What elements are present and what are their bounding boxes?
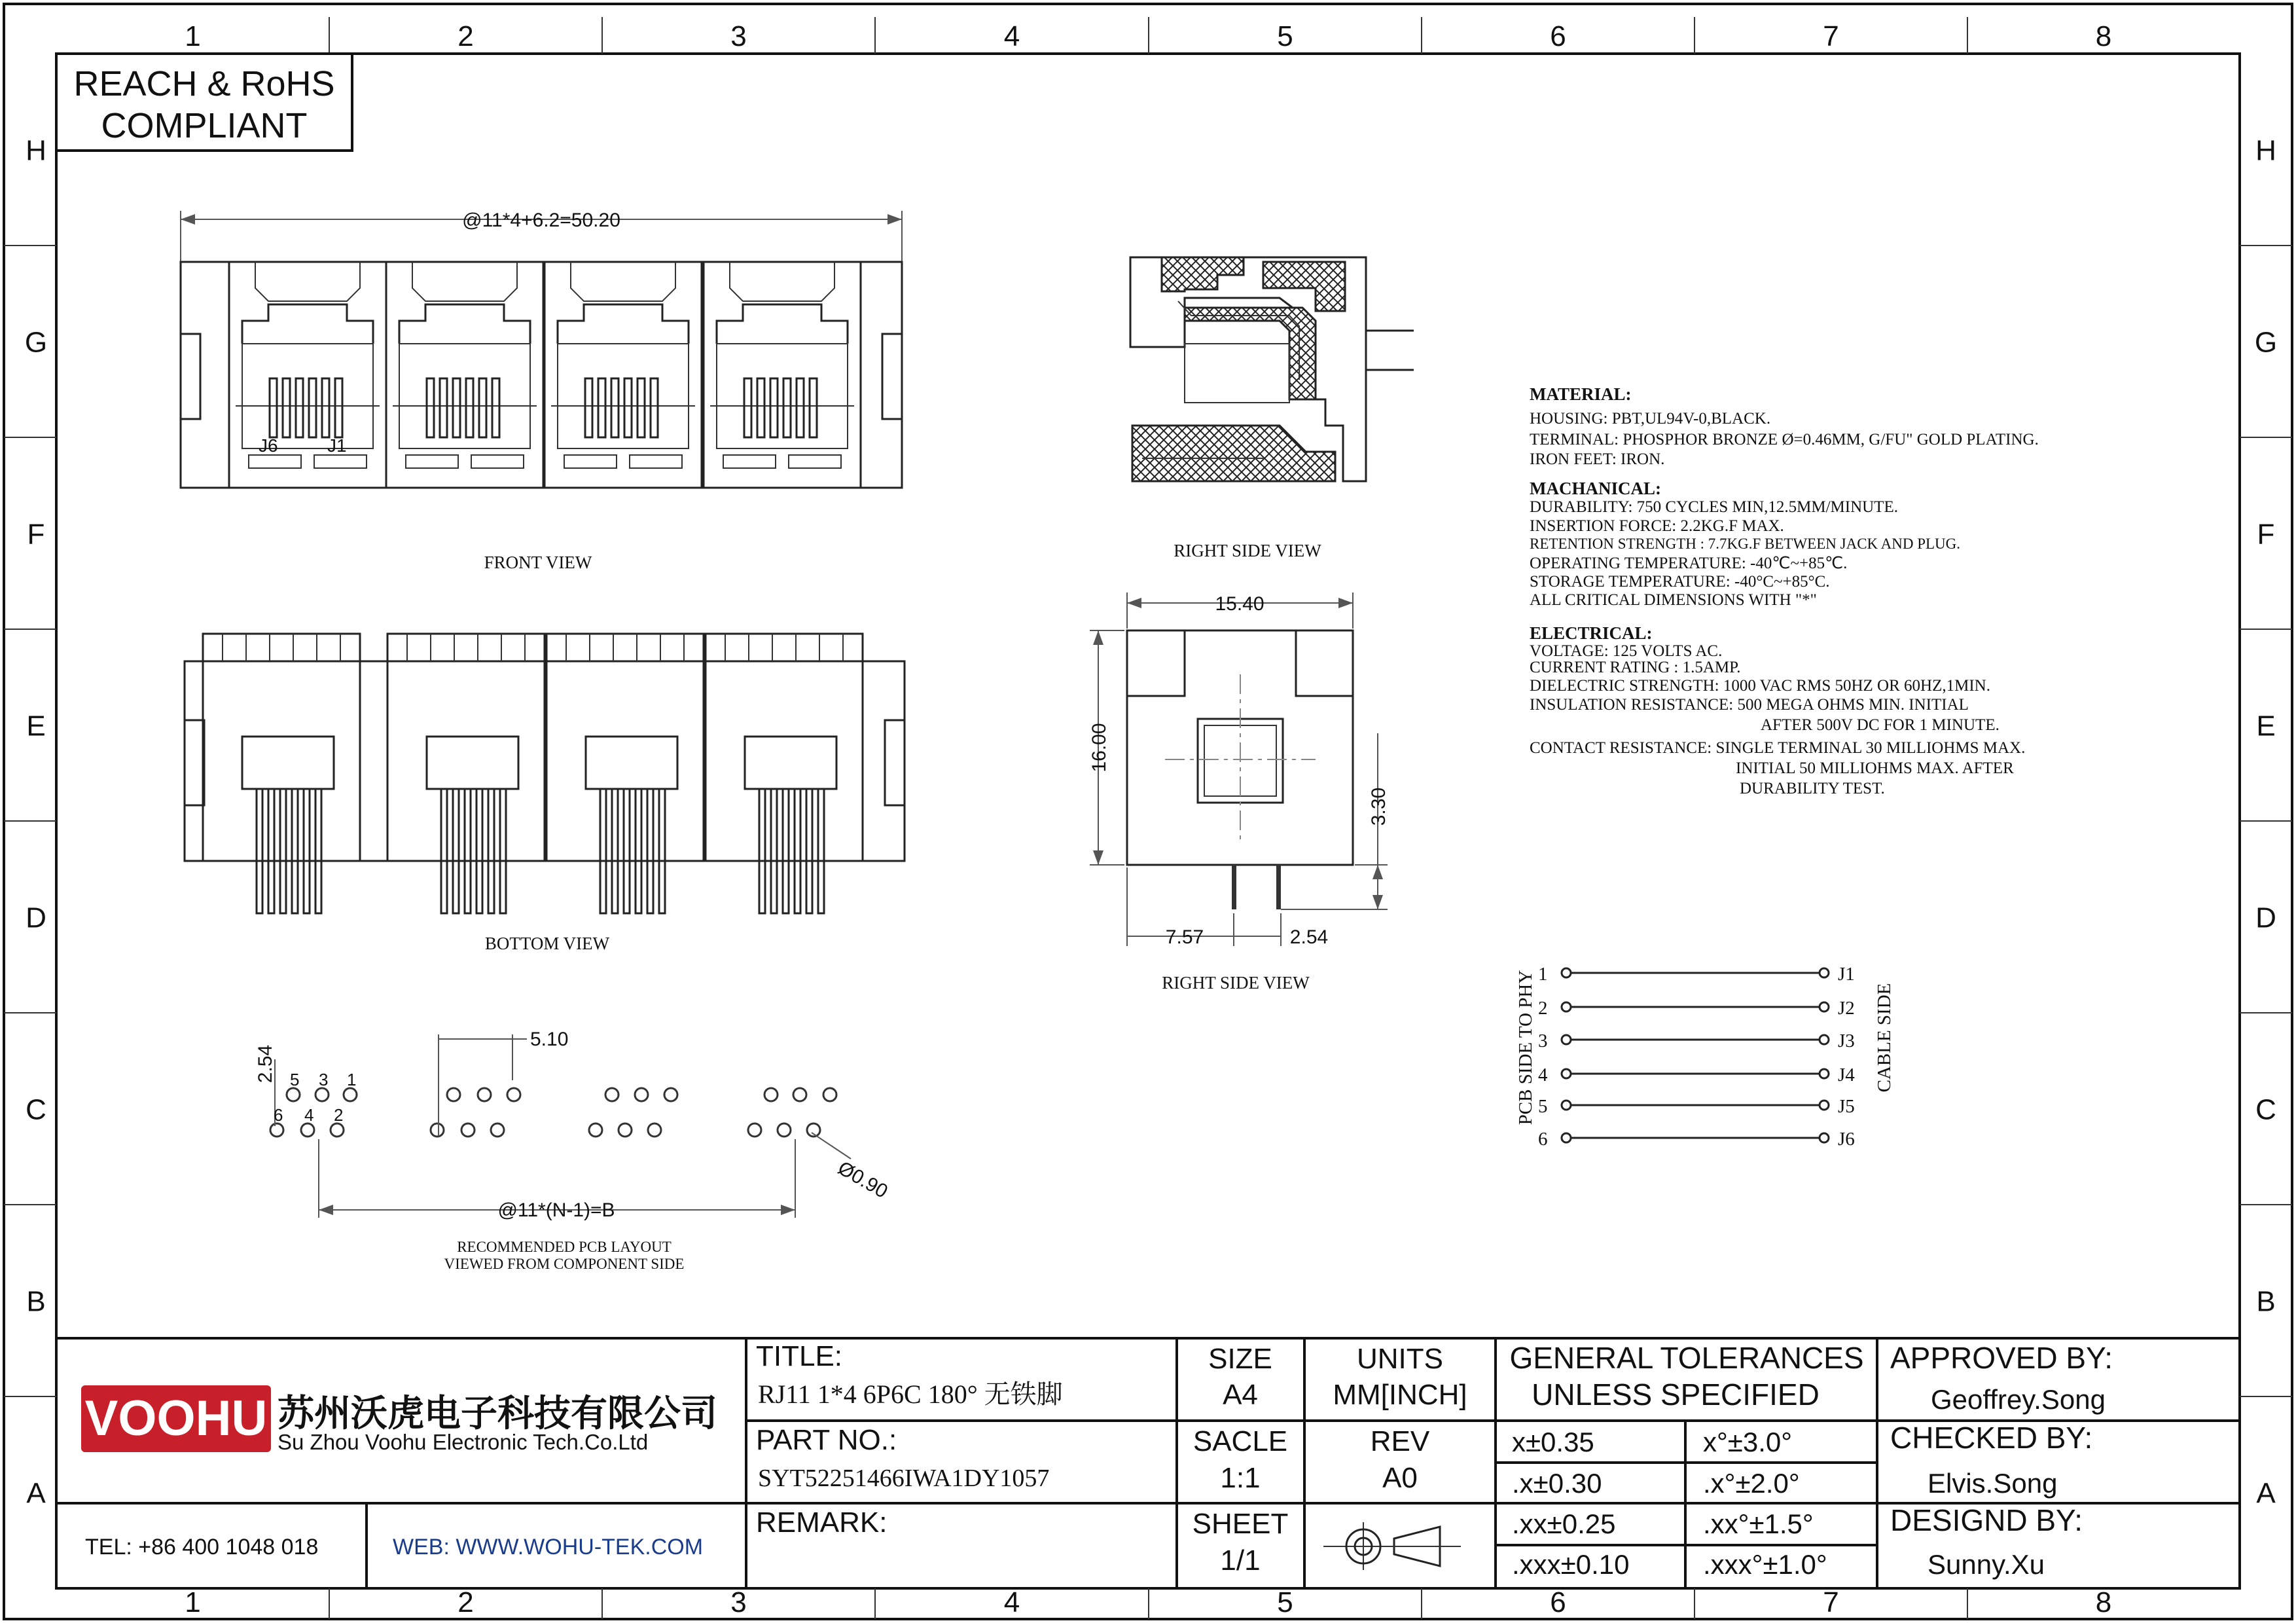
pcb-holes (270, 1088, 836, 1137)
electrical-line-2: CURRENT RATING : 1.5AMP. (1530, 659, 1741, 676)
zone-row-label-left: E (26, 710, 46, 742)
jack-pin (465, 789, 471, 913)
zone-row-label-right: E (2256, 710, 2276, 742)
pin-bottom-6: 6 (274, 1105, 283, 1125)
jack-pin (636, 789, 641, 913)
front-view (181, 210, 902, 572)
jack-latch-outline (255, 262, 360, 301)
company-web[interactable]: WEB: WWW.WOHU-TEK.COM (393, 1535, 704, 1559)
wire-terminal (1820, 968, 1829, 977)
jack-pin (488, 789, 494, 913)
zone-column-label-top: 6 (1550, 20, 1566, 52)
right-side-view-caption-bottom: RIGHT SIDE VIEW (1162, 973, 1310, 993)
bottom-jack-unit (387, 634, 545, 913)
tol-linear-0: x±0.35 (1512, 1427, 1594, 1457)
jack-contact (637, 378, 645, 437)
front-side-ear (882, 334, 902, 419)
jack-opening-top (399, 304, 530, 344)
pcb-hole (793, 1088, 806, 1101)
wire-left-pin: 1 (1538, 964, 1548, 985)
jack-contact (797, 378, 804, 437)
bottom-view (185, 634, 905, 953)
jack-contact (651, 378, 658, 437)
pcb-hole (287, 1088, 300, 1101)
jack-body (386, 262, 543, 488)
pcb-hole (331, 1123, 344, 1137)
title-block (56, 1338, 2240, 1588)
remark-label: REMARK: (756, 1506, 888, 1539)
checked-label: CHECKED BY: (1890, 1421, 2093, 1455)
wire-right-pin: J6 (1838, 1129, 1855, 1150)
zone-row-label-right: D (2255, 902, 2276, 934)
front-jack-unit (229, 262, 386, 488)
jack-pin (453, 789, 459, 913)
jack-pin (257, 789, 262, 913)
jack-pin (795, 789, 800, 913)
bottom-side-ear (185, 720, 204, 805)
material-heading: MATERIAL: (1530, 384, 1632, 404)
wire-terminal (1820, 1101, 1829, 1110)
mechanical-line-3: RETENTION STRENGTH : 7.7KG.F BETWEEN JACK AND PLUG. (1530, 536, 1961, 552)
wire-terminal (1562, 1101, 1571, 1110)
jack-body (706, 634, 863, 861)
jack-feet-slot (314, 455, 367, 468)
pcb-hole (270, 1123, 283, 1137)
pcb-hole (507, 1088, 520, 1101)
zone-column-label-top: 1 (185, 20, 201, 52)
mechanical-line-2: INSERTION FORCE: 2.2KG.F MAX. (1530, 517, 1784, 535)
front-view-jacks (181, 262, 902, 488)
jack-pin-block (242, 737, 334, 789)
pcb-dim-span: @11*(N-1)=B (497, 1199, 615, 1221)
bottom-jack-unit (203, 634, 360, 913)
pin-bottom-4: 4 (304, 1105, 314, 1125)
wire-terminal (1562, 1002, 1571, 1012)
checked-value: Elvis.Song (1928, 1468, 2058, 1499)
company-name-en: Su Zhou Voohu Electronic Tech.Co.Ltd (278, 1430, 649, 1454)
approved-value: Geoffrey.Song (1931, 1384, 2106, 1415)
jack-contact (466, 378, 473, 437)
jack-contact (492, 378, 499, 437)
right-side-external-view (1088, 593, 1390, 993)
wire-terminal (1562, 968, 1571, 977)
rev-value: A0 (1382, 1462, 1418, 1494)
zone-column-label-top: 7 (1823, 20, 1839, 52)
zone-column-label-bottom: 5 (1277, 1586, 1293, 1618)
jack-pin-block (427, 737, 518, 789)
wire-terminal (1562, 1069, 1571, 1078)
bottom-view-jacks (185, 634, 905, 913)
tol-angular-2: .xx°±1.5° (1703, 1508, 1814, 1539)
pcb-hole (478, 1088, 491, 1101)
jack-contact (309, 378, 316, 437)
jack-feet-slot (630, 455, 682, 468)
material-line-1: HOUSING: PBT,UL94V-0,BLACK. (1530, 410, 1771, 428)
wire-left-pin: 5 (1538, 1096, 1548, 1117)
bottom-jack-unit (547, 634, 704, 913)
zone-row-label-right: B (2256, 1285, 2276, 1318)
jack-pin (771, 789, 777, 913)
jack-contact (322, 378, 329, 437)
electrical-line-5: AFTER 500V DC FOR 1 MINUTE. (1761, 716, 2000, 734)
wiring-left-label: PCB SIDE TO PHY (1515, 970, 1536, 1125)
pcb-hole (461, 1123, 475, 1137)
sheet-value: 1/1 (1220, 1544, 1261, 1577)
right-side-view-caption-top: RIGHT SIDE VIEW (1174, 541, 1321, 560)
wire-left-pin: 3 (1538, 1030, 1548, 1051)
wire-right-pin: J1 (1838, 964, 1855, 985)
compliance-box (56, 54, 352, 151)
company-tel: TEL: +86 400 1048 018 (85, 1535, 319, 1559)
jack-contact (598, 378, 605, 437)
scale-value: 1:1 (1220, 1462, 1261, 1494)
electrical-heading: ELECTRICAL: (1530, 623, 1653, 643)
jack-pin (783, 789, 789, 913)
drawing-frame (4, 4, 2292, 1619)
pin-top-3: 3 (319, 1070, 329, 1089)
zone-column-label-bottom: 3 (730, 1586, 747, 1618)
jack-opening-top (242, 304, 373, 344)
pcb-hole (748, 1123, 761, 1137)
zone-row-label-left: B (26, 1285, 46, 1318)
jack-contact (744, 378, 751, 437)
pcb-hole (764, 1088, 778, 1101)
scale-label: SACLE (1193, 1425, 1288, 1457)
tolerance-heading-2: UNLESS SPECIFIED (1532, 1377, 1820, 1412)
tolerance-heading-1: GENERAL TOLERANCES (1509, 1341, 1864, 1375)
tol-linear-1: .x±0.30 (1512, 1468, 1602, 1499)
pcb-hole (778, 1123, 791, 1137)
zone-column-label-bottom: 7 (1823, 1586, 1839, 1618)
front-label-j6: J6 (259, 435, 278, 456)
zone-row-label-left: C (26, 1093, 46, 1126)
front-jack-unit (386, 262, 543, 488)
front-jack-unit (545, 262, 702, 488)
jack-contact (757, 378, 764, 437)
jack-body (704, 262, 861, 488)
zone-row-label-right: A (2256, 1477, 2276, 1510)
jack-pin (292, 789, 298, 913)
zone-column-label-top: 3 (730, 20, 747, 52)
jack-feet-slot (249, 455, 301, 468)
wire-left-pin: 6 (1538, 1129, 1548, 1150)
mechanical-line-1: DURABILITY: 750 CYCLES MIN,12.5MM/MINUTE. (1530, 498, 1898, 516)
jack-latch-outline (730, 262, 834, 301)
pcb-hole (605, 1088, 619, 1101)
compliance-line2: COMPLIANT (101, 106, 308, 145)
jack-pin (280, 789, 286, 913)
jack-latch-outline (412, 262, 517, 301)
company-logo (81, 1385, 271, 1452)
front-side-ear (181, 334, 200, 419)
jack-contact (479, 378, 486, 437)
jack-pin (759, 789, 765, 913)
compliance-line1: REACH & RoHS (73, 64, 335, 103)
electrical-line-3: DIELECTRIC STRENGTH: 1000 VAC RMS 50HZ OR 60HZ,1MIN. (1530, 677, 1990, 695)
jack-latch-outline (571, 262, 675, 301)
electrical-line-4: INSULATION RESISTANCE: 500 MEGA OHMS MIN. INITIAL (1530, 696, 1969, 714)
wire-terminal (1562, 1133, 1571, 1142)
wire-right-pin: J3 (1838, 1030, 1855, 1051)
tol-angular-3: .xxx°±1.0° (1703, 1549, 1827, 1580)
mechanical-line-5: STORAGE TEMPERATURE: -40°C~+85°C. (1530, 573, 1830, 591)
pcb-dim-hole: Ø0.90 (834, 1157, 891, 1203)
title-block-grid (56, 1338, 2240, 1588)
pcb-hole (491, 1123, 504, 1137)
jack-pin-block (586, 737, 677, 789)
size-value: A4 (1223, 1379, 1258, 1411)
material-line-3: IRON FEET: IRON. (1530, 450, 1665, 468)
electrical-line-8: DURABILITY TEST. (1740, 780, 1885, 797)
tol-linear-3: .xxx±0.10 (1512, 1549, 1630, 1580)
zone-row-label-right: F (2257, 518, 2275, 551)
pcb-hole (619, 1123, 632, 1137)
bottom-view-caption: BOTTOM VIEW (484, 934, 610, 953)
jack-body (547, 634, 704, 861)
zone-row-label-left: D (26, 902, 46, 934)
pcb-caption-line1: RECOMMENDED PCB LAYOUT (457, 1239, 672, 1255)
bottom-jack-unit (706, 634, 863, 913)
company-name-cn: 苏州沃虎电子科技有限公司 (278, 1393, 717, 1434)
projection-symbol-icon (1323, 1522, 1461, 1570)
zone-row-label-right: C (2255, 1093, 2276, 1126)
jack-contact (585, 378, 592, 437)
zone-row-label-left: H (26, 134, 46, 167)
zone-row-label-right: H (2255, 134, 2276, 167)
electrical-line-7: INITIAL 50 MILLIOHMS MAX. AFTER (1736, 759, 2014, 777)
part-value: SYT52251466IWA1DY1057 (758, 1465, 1050, 1492)
bottom-side-ear (885, 720, 905, 805)
zone-column-label-top: 2 (457, 20, 474, 52)
jack-feet-slot (789, 455, 841, 468)
jack-opening (558, 344, 689, 448)
jack-pin (600, 789, 606, 913)
jack-feet-slot (723, 455, 776, 468)
jack-pin (476, 789, 482, 913)
specifications (1530, 384, 2039, 797)
material-line-2: TERMINAL: PHOSPHOR BRONZE Ø=0.46MM, G/FU" GOLD PLATING. (1530, 431, 2039, 448)
jack-body (545, 262, 702, 488)
zone-column-label-bottom: 4 (1003, 1586, 1020, 1618)
mechanical-line-6: ALL CRITICAL DIMENSIONS WITH "*" (1530, 591, 1817, 609)
dim-pin: 3.30 (1368, 787, 1390, 826)
jack-pin (806, 789, 812, 913)
jack-opening-top (717, 304, 848, 344)
jack-contact (283, 378, 290, 437)
zone-row-label-left: A (26, 1477, 46, 1510)
wire-terminal (1820, 1133, 1829, 1142)
pcb-hole (447, 1088, 460, 1101)
jack-feet-slot (471, 455, 524, 468)
title-value: RJ11 1*4 6P6C 180° 无铁脚 (758, 1379, 1063, 1409)
jack-contact (296, 378, 303, 437)
title-label: TITLE: (756, 1340, 843, 1372)
dim-height: 16.00 (1088, 723, 1110, 773)
pin-bottom-2: 2 (334, 1105, 344, 1125)
jack-contact (270, 378, 277, 437)
jack-contact (810, 378, 817, 437)
rev-label: REV (1370, 1425, 1430, 1457)
front-label-j1: J1 (327, 435, 347, 456)
zone-row-label-right: G (2254, 326, 2278, 359)
right-side-section-view (1130, 257, 1414, 560)
wire-terminal (1820, 1035, 1829, 1044)
front-housing-outline (181, 262, 902, 488)
jack-contact (453, 378, 460, 437)
jack-contact (427, 378, 434, 437)
jack-pin (624, 789, 630, 913)
units-value: MM[INCH] (1333, 1379, 1467, 1411)
pcb-hole (589, 1123, 602, 1137)
pcb-hole (648, 1123, 661, 1137)
jack-contact (783, 378, 791, 437)
dim-right: 2.54 (1289, 926, 1329, 948)
jack-contact (440, 378, 447, 437)
pcb-hole (344, 1088, 357, 1101)
pin-top-1: 1 (347, 1070, 357, 1089)
jack-pin (500, 789, 506, 913)
jack-pin (647, 789, 653, 913)
jack-feet-slot (406, 455, 458, 468)
size-label: SIZE (1208, 1343, 1272, 1375)
wire-right-pin: J2 (1838, 998, 1855, 1019)
part-label: PART NO.: (756, 1424, 897, 1456)
jack-body (203, 634, 360, 861)
jack-contact (624, 378, 632, 437)
jack-contact (611, 378, 619, 437)
mechanical-line-4: OPERATING TEMPERATURE: -40℃~+85℃. (1530, 555, 1848, 572)
design-value: Sunny.Xu (1928, 1549, 2045, 1580)
wiring-diagram (1515, 964, 1895, 1150)
wire-terminal (1562, 1035, 1571, 1044)
zone-column-label-bottom: 6 (1550, 1586, 1566, 1618)
jack-pin-block (745, 737, 836, 789)
pin-top-5: 5 (290, 1070, 300, 1089)
front-overall-dimension: @11*4+6.2=50.20 (462, 210, 620, 231)
jack-contact (770, 378, 778, 437)
pcb-dim-pitch: 2.54 (255, 1044, 276, 1084)
pcb-layout (255, 1029, 891, 1272)
zone-row-label-left: F (27, 518, 45, 551)
wire-terminal (1820, 1069, 1829, 1078)
wire-terminal (1820, 1002, 1829, 1012)
wiring-right-label: CABLE SIDE (1874, 983, 1895, 1093)
jack-pin (441, 789, 447, 913)
pcb-hole (823, 1088, 836, 1101)
jack-body (229, 262, 386, 488)
jack-opening (242, 344, 373, 448)
logo-text: VOOHU (84, 1391, 268, 1446)
pcb-hole (664, 1088, 677, 1101)
pcb-hole (315, 1088, 329, 1101)
jack-pin (612, 789, 618, 913)
pcb-hole (301, 1123, 314, 1137)
jack-pin (818, 789, 824, 913)
jack-opening (399, 344, 530, 448)
jack-pin (659, 789, 665, 913)
zone-column-label-top: 8 (2095, 20, 2112, 52)
dim-left: 7.57 (1165, 926, 1204, 948)
jack-contact (335, 378, 342, 437)
jack-pin (268, 789, 274, 913)
wire-right-pin: J4 (1838, 1065, 1855, 1085)
jack-feet-slot (564, 455, 617, 468)
zone-column-label-bottom: 8 (2095, 1586, 2112, 1618)
wire-left-pin: 2 (1538, 998, 1548, 1019)
jack-opening-top (558, 304, 689, 344)
mechanical-heading: MACHANICAL: (1530, 479, 1661, 498)
pcb-dim-offset: 5.10 (530, 1029, 569, 1050)
wire-left-pin: 4 (1538, 1065, 1548, 1085)
jack-opening (717, 344, 848, 448)
approved-label: APPROVED BY: (1890, 1341, 2113, 1375)
zone-row-label-left: G (24, 326, 48, 359)
tol-angular-1: .x°±2.0° (1703, 1468, 1800, 1499)
zone-column-label-top: 4 (1003, 20, 1020, 52)
jack-pin (304, 789, 310, 913)
tol-angular-0: x°±3.0° (1703, 1427, 1793, 1457)
zone-column-label-top: 5 (1277, 20, 1293, 52)
front-jack-unit (704, 262, 861, 488)
jack-body (387, 634, 545, 861)
wire-right-pin: J5 (1838, 1096, 1855, 1117)
zone-column-label-bottom: 1 (185, 1586, 201, 1618)
units-label: UNITS (1357, 1343, 1443, 1375)
tol-linear-2: .xx±0.25 (1512, 1508, 1616, 1539)
electrical-line-1: VOLTAGE: 125 VOLTS AC. (1530, 642, 1723, 660)
wires (1538, 964, 1855, 1150)
jack-pin (315, 789, 321, 913)
front-view-caption: FRONT VIEW (484, 553, 592, 572)
dim-width: 15.40 (1215, 593, 1265, 615)
sheet-label: SHEET (1192, 1508, 1289, 1540)
zone-column-label-bottom: 2 (457, 1586, 474, 1618)
pcb-hole (635, 1088, 648, 1101)
electrical-line-6: CONTACT RESISTANCE: SINGLE TERMINAL 30 MILLIOHMS MAX. (1530, 739, 2026, 757)
pcb-hole (431, 1123, 444, 1137)
design-label: DESIGND BY: (1890, 1503, 2083, 1537)
pcb-caption-line2: VIEWED FROM COMPONENT SIDE (444, 1256, 685, 1272)
